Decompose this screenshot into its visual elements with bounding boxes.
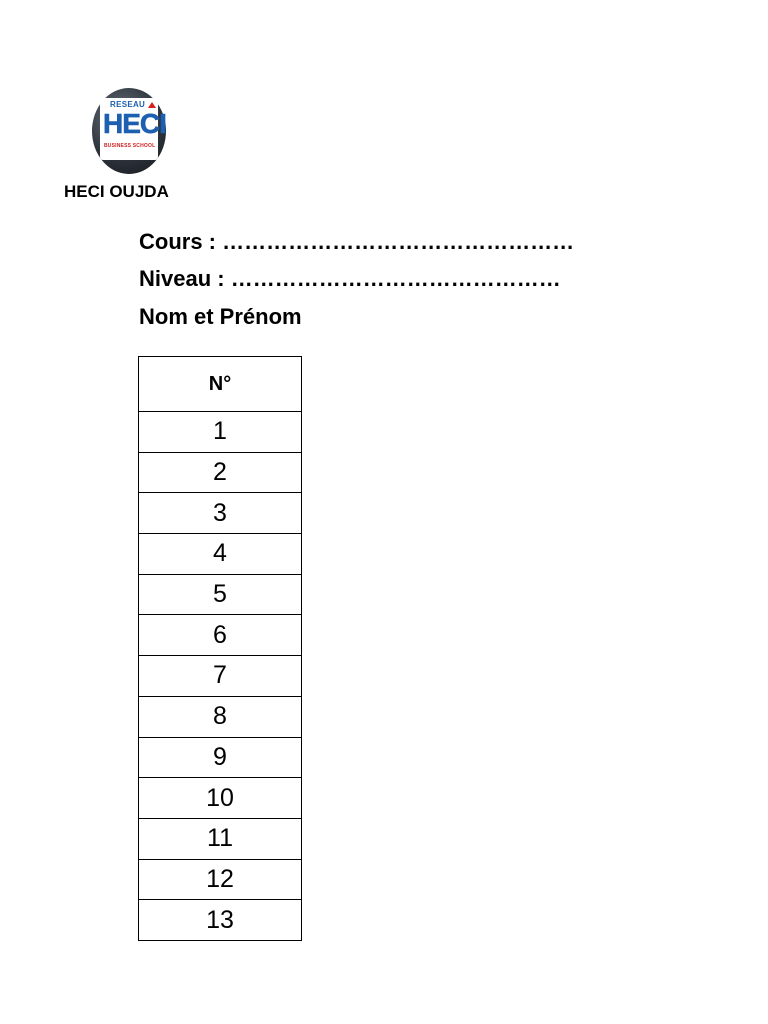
row-number: 7	[139, 656, 302, 697]
row-number: 3	[139, 493, 302, 534]
institution-name: HECI OUJDA	[64, 182, 169, 201]
table-row	[139, 574, 302, 615]
table-row	[139, 859, 302, 900]
table-row	[139, 534, 302, 575]
niveau-field: Niveau : ………………………………………	[139, 266, 561, 291]
row-number: 13	[139, 900, 302, 941]
logo-badge	[100, 98, 166, 160]
table-row	[139, 778, 302, 819]
row-number: 1	[139, 412, 302, 453]
table-row	[139, 493, 302, 534]
logo-reseau-text: RESEAU	[110, 100, 146, 109]
row-number: 8	[139, 696, 302, 737]
logo-school-text: BUSINESS SCHOOL	[104, 143, 156, 149]
column-header-number: N°	[139, 357, 302, 412]
table-row	[139, 737, 302, 778]
row-number: 9	[139, 737, 302, 778]
table-row	[139, 656, 302, 697]
row-number: 5	[139, 574, 302, 615]
nom-prenom-field: Nom et Prénom	[139, 304, 302, 329]
table-row	[139, 818, 302, 859]
row-number: 10	[139, 778, 302, 819]
table-row	[139, 696, 302, 737]
attendance-table	[138, 356, 302, 941]
row-number: 6	[139, 615, 302, 656]
row-number: 2	[139, 452, 302, 493]
row-number: 11	[139, 818, 302, 859]
table-header-row	[139, 357, 302, 412]
table-row	[139, 900, 302, 941]
table-row	[139, 615, 302, 656]
table-row	[139, 412, 302, 453]
table-row	[139, 452, 302, 493]
heci-logo	[92, 88, 166, 174]
logo-heci-text: HECI	[103, 108, 166, 139]
row-number: 12	[139, 859, 302, 900]
row-number: 4	[139, 534, 302, 575]
cours-field: Cours : …………………………………………	[139, 229, 575, 254]
